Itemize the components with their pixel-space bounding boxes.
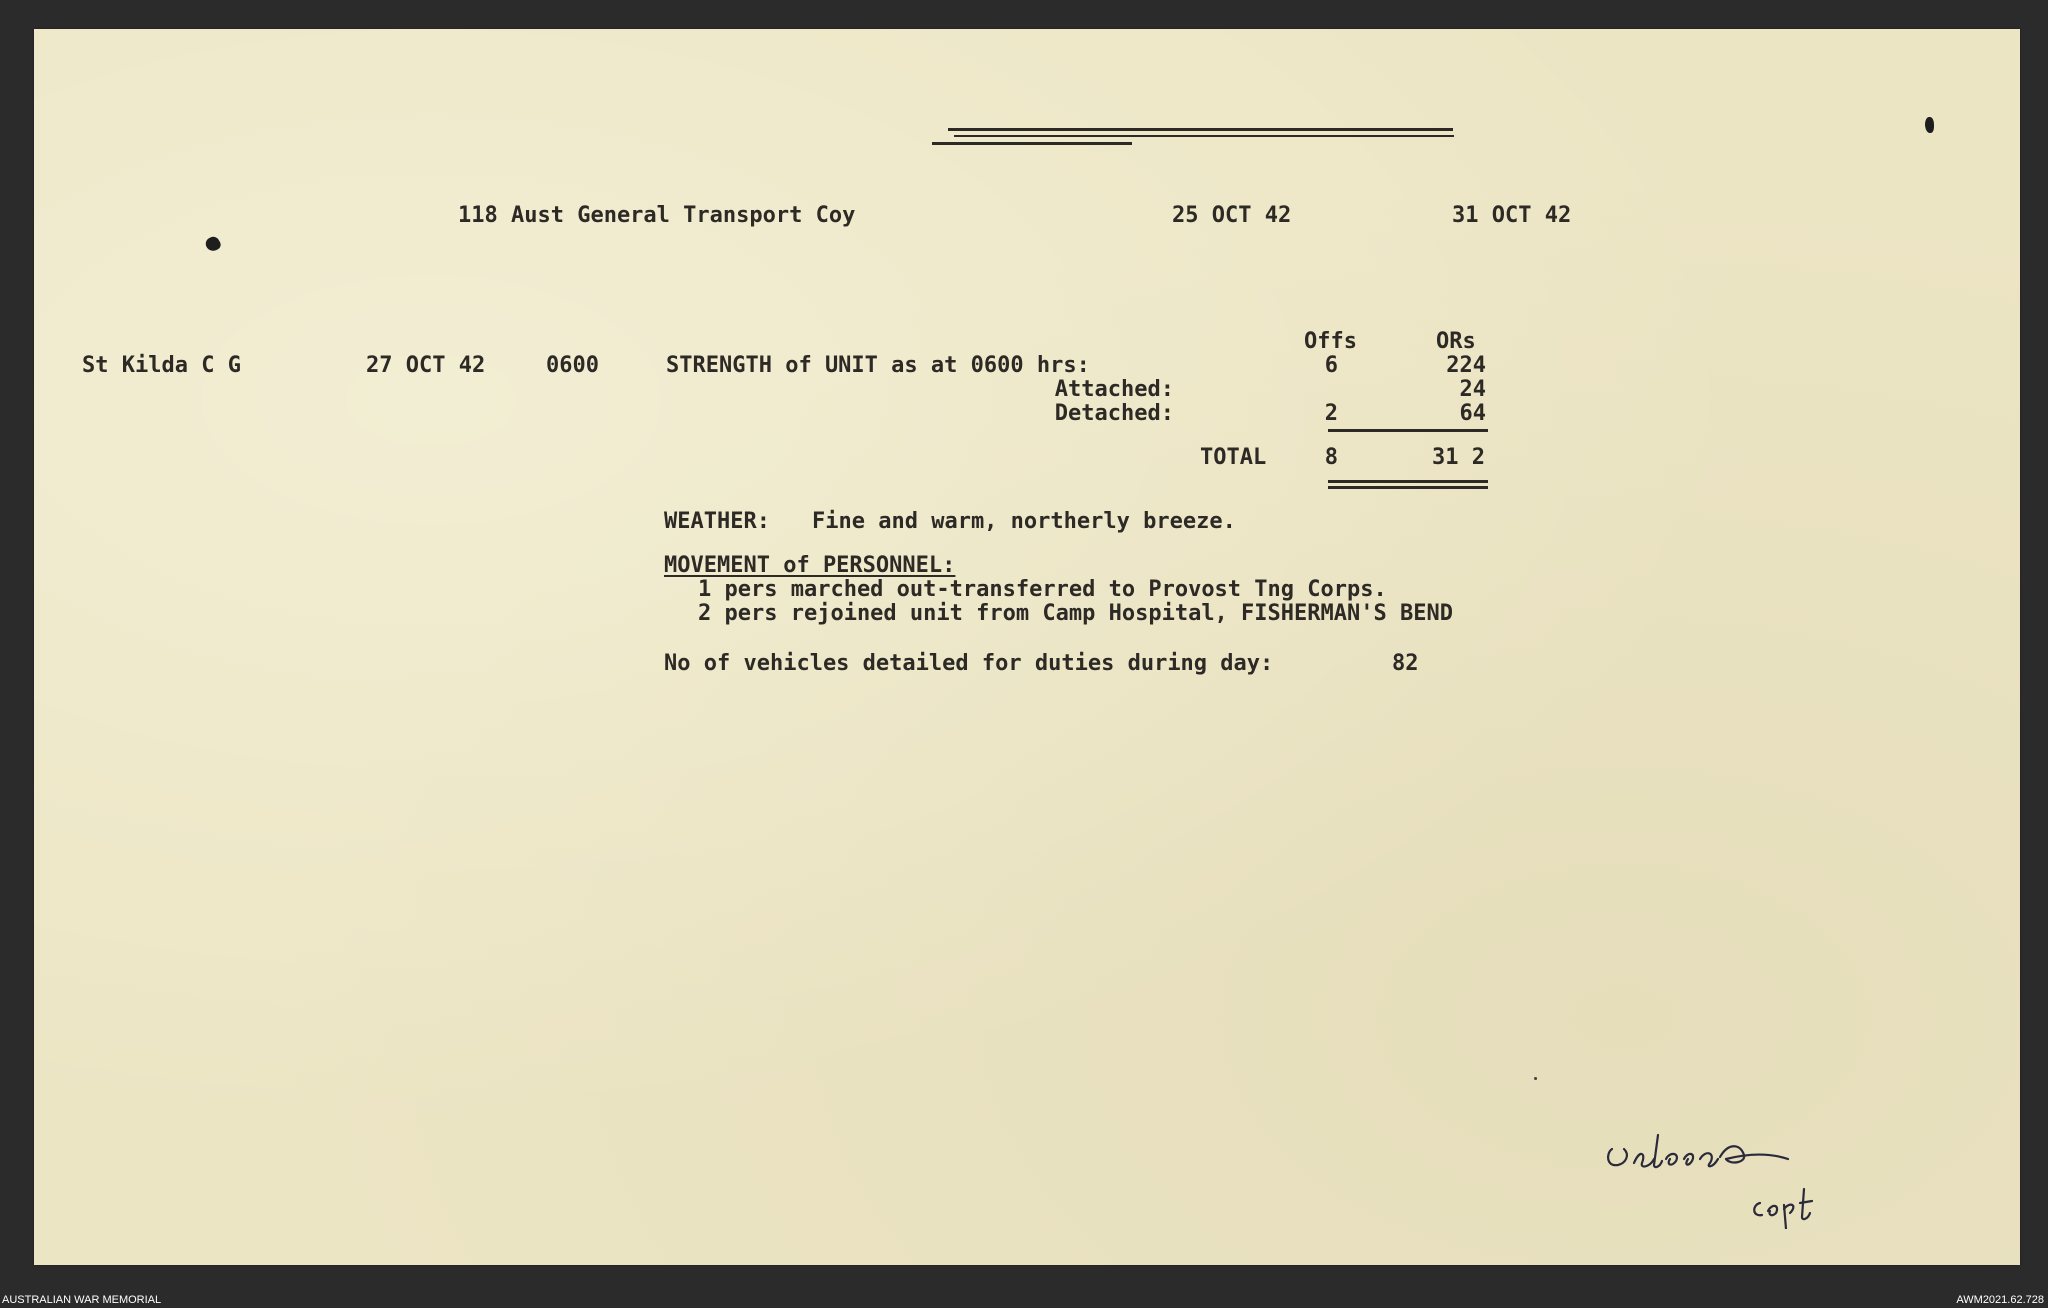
strength-offs: 6 bbox=[1324, 353, 1338, 378]
total-label: TOTAL bbox=[1200, 445, 1267, 470]
attached-ors: 24 bbox=[1459, 377, 1486, 402]
detached-ors: 64 bbox=[1459, 401, 1486, 426]
top-strike-line bbox=[948, 128, 1453, 131]
weather-text: Fine and warm, northerly breeze. bbox=[812, 509, 1236, 534]
paper-mark bbox=[1534, 1077, 1537, 1080]
detached-offs: 2 bbox=[1324, 401, 1338, 426]
handwritten-signature bbox=[1600, 1119, 1900, 1229]
total-offs: 8 bbox=[1324, 445, 1338, 470]
punch-hole bbox=[203, 234, 222, 253]
attached-label: Attached: bbox=[1054, 377, 1174, 402]
footer-left: AUSTRALIAN WAR MEMORIAL bbox=[2, 1294, 162, 1306]
movement-line: 2 pers rejoined unit from Camp Hospital, FISHERMAN'S BEND bbox=[698, 601, 1453, 626]
vehicles-value: 82 bbox=[1392, 651, 1419, 676]
period-start: 25 OCT 42 bbox=[1172, 203, 1292, 228]
movement-line: 1 pers marched out-transferred to Provost Tng Corps. bbox=[698, 577, 1387, 602]
entry-place: St Kilda C G bbox=[82, 353, 241, 378]
strength-ors: 224 bbox=[1446, 353, 1486, 378]
detached-label: Detached: bbox=[1054, 401, 1174, 426]
total-double-rule bbox=[1328, 486, 1488, 489]
strength-heading: STRENGTH of UNIT as at 0600 hrs: bbox=[666, 353, 1090, 378]
col-header-offs: Offs bbox=[1304, 329, 1357, 354]
top-strike-line bbox=[932, 142, 1132, 145]
entry-time: 0600 bbox=[546, 353, 599, 378]
col-header-ors: ORs bbox=[1436, 329, 1476, 354]
movement-label: MOVEMENT of PERSONNEL: bbox=[664, 553, 956, 578]
punch-hole bbox=[1925, 117, 1934, 133]
period-end: 31 OCT 42 bbox=[1452, 203, 1572, 228]
footer-right: AWM2021.62.728 bbox=[1956, 1294, 2044, 1306]
vehicles-label: No of vehicles detailed for duties during day: bbox=[664, 651, 1274, 676]
unit-name: 118 Aust General Transport Coy bbox=[458, 203, 856, 228]
total-double-rule bbox=[1328, 480, 1488, 483]
entry-date: 27 OCT 42 bbox=[366, 353, 486, 378]
top-strike-line bbox=[954, 135, 1454, 137]
document-page bbox=[34, 29, 2020, 1265]
weather-label: WEATHER: bbox=[664, 509, 770, 534]
total-ors: 31 2 bbox=[1432, 445, 1485, 470]
subtotal-rule bbox=[1328, 429, 1488, 432]
